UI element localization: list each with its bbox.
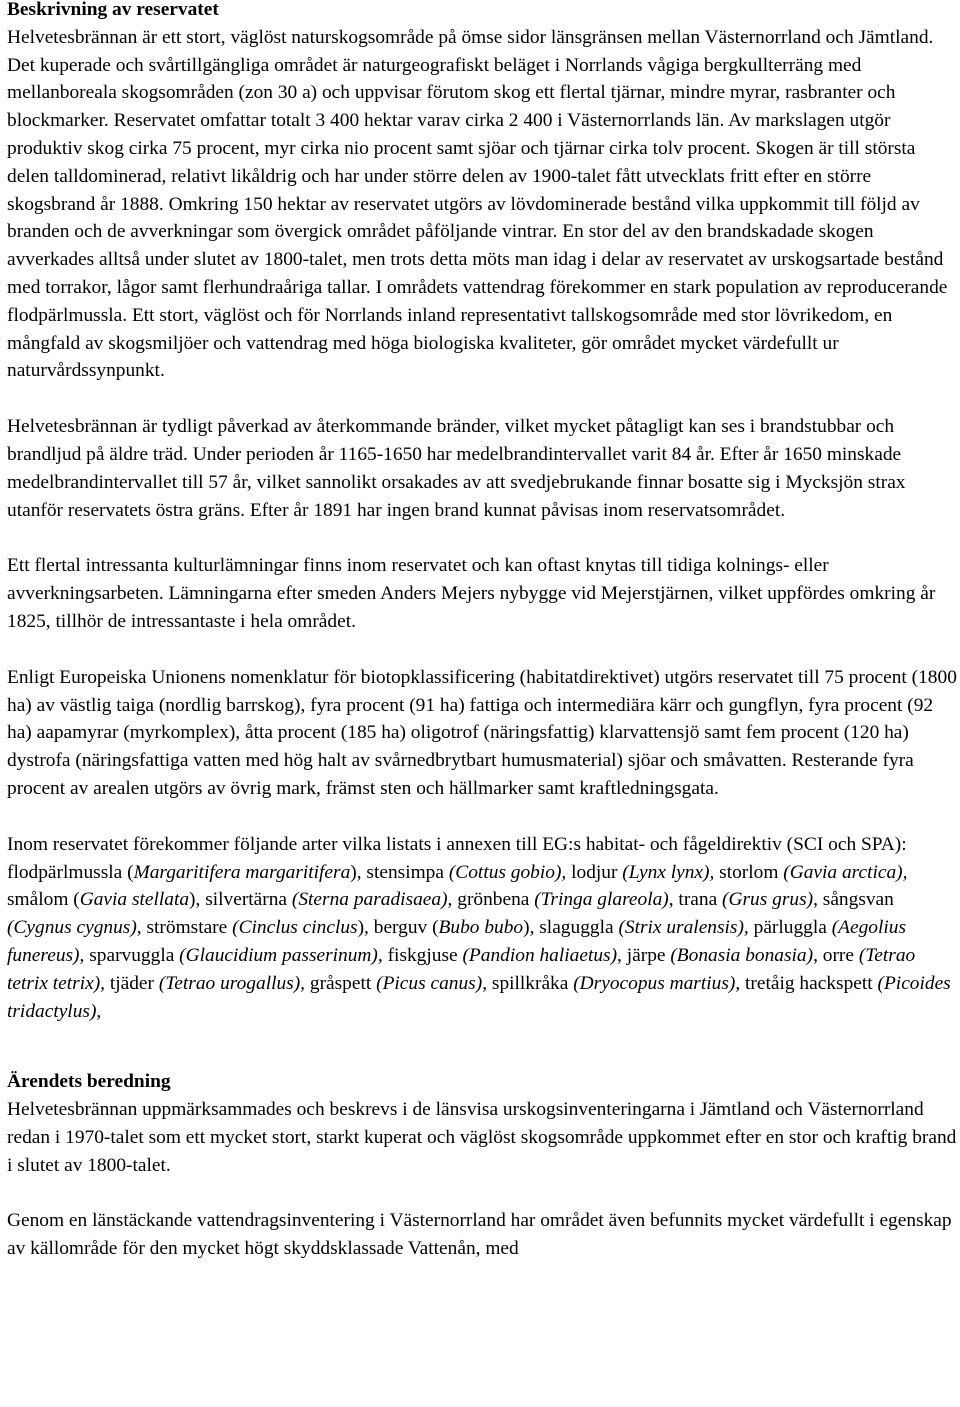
- paragraph-species-list: Inom reservatet förekommer följande arter vilka listats i annexen till EG:s habitat- och fågeldirektiv (SCI och SPA): flodpärlmussla (Margaritifera margaritifera), stensimpa (Cottus gobio), lodjur (Lynx lynx), storlom (Gavia arctica), smålom (Gavia stellata), silvertärna (Sterna paradisaea), grönbena (Tringa glareola), trana (Grus grus), sångsvan (Cygnus cygnus), strömstare (Cinclus cinclus), berguv (Bubo bubo), slaguggla (Strix uralensis), pärluggla (Aegolius funereus), sparvuggla (Glaucidium passerinum), fiskgjuse (Pandion haliaetus), järpe (Bonasia bonasia), orre (Tetrao tetrix tetrix), tjäder (Tetrao urogallus), gråspett (Picus canus), spillkråka (Dryocopus martius), tretåig hackspett (Picoides tridactylus),: [7, 833, 951, 1022]
- paragraph-habitat-classification: Enligt Europeiska Unionens nomenklatur för biotopklassificering (habitatdirektivet) utgörs reservatet till 75 procent (1800 ha) av västlig taiga (nordlig barrskog), fyra procent (91 ha) fattiga och intermediära kärr och gungflyn, fyra procent (92 ha) aapamyrar (myrkomplex), åtta procent (185 ha) oligotrof (näringsfattig) klarvattensjö samt fem procent (120 ha) dystrofa (näringsfattiga vatten med hög halt av svårnedbrytbart humusmaterial) sjöar och småvatten. Resterande fyra procent av arealen utgörs av övrig mark, främst sten och hällmarker samt kraftledningsgata.: [7, 666, 957, 799]
- paragraph-cultural-remains: Ett flertal intressanta kulturlämningar finns inom reservatet och kan oftast knytas till tidiga kolnings- eller avverkningsarbeten. Lämningarna efter smeden Anders Mejers nybygge vid Mejerstjärnen, vilket uppfördes omkring år 1825, tillhör de intressantaste i hela området.: [7, 555, 936, 632]
- section-heading-preparation: Ärendets beredning: [7, 1071, 171, 1093]
- paragraph-fire-history: Helvetesbrännan är tydligt påverkad av återkommande bränder, vilket mycket påtagligt kan ses i brandstubbar och brandljud på äldre träd. Under perioden år 1165-1650 har medelbrandintervallet varit 84 år. Efter år 1650 minskade medelbrandintervallet till 57 år, vilket sannolikt orsakades av att svedjebrukande finnar bosatte sig i Mycksjön strax utanför reservatets östra gräns. Efter år 1891 har ingen brand kunnat påvisas inom reservatsområdet.: [7, 416, 906, 521]
- section-heading-description: Beskrivning av reservatet: [7, 0, 219, 20]
- document-page: [7, 0, 957, 1291]
- paragraph-preparation-watercourse: Genom en länstäckande vattendragsinventering i Västernorrland har området även befunnits mycket värdefullt i egenskap av källområde för den mycket högt skyddsklassade Vattenån, med: [7, 1210, 952, 1260]
- paragraph-preparation-inventory: Helvetesbrännan uppmärksammades och beskrevs i de länsvisa urskogsinventeringarna i Jämtland och Västernorrland redan i 1970-talet som ett mycket stort, starkt kuperat och väglöst skogsområde uppkommet efter en stor och kraftig brand i slutet av 1800-talet.: [7, 1099, 957, 1176]
- paragraph-description: Helvetesbrännan är ett stort, väglöst naturskogsområde på ömse sidor länsgränsen mellan Västernorrland och Jämtland. Det kuperade och svårtillgängliga området är naturgeografiskt beläget i Norrlands vågiga bergkullterräng med mellanboreala skogsområden (zon 30 a) och uppvisar förutom skog ett flertal tjärnar, mindre myrar, rasbranter och blockmarker. Reservatet omfattar totalt 3 400 hektar varav cirka 2 400 i Västernorrlands län. Av markslagen utgör produktiv skog cirka 75 procent, myr cirka nio procent samt sjöar och tjärnar cirka tolv procent. Skogen är till största delen talldominerad, relativt likåldrig och har under större delen av 1900-talet fått utvecklats fritt efter en större skogsbrand år 1888. Omkring 150 hektar av reservatet utgörs av lövdominerade bestånd vilka uppkommit till följd av branden och de avverkningar som övergick området påföljande vintrar. En stor del av den brandskadade skogen avverkades alltså under slutet av 1800-talet, men trots detta möts man idag i delar av reservatet av urskogsartade bestånd med torrakor, lågor samt flerhundraåriga tallar. I områdets vattendrag förekommer en stark population av reproducerande flodpärlmussla. Ett stort, väglöst och för Norrlands inland representativt tallskogsområde med stor lövrikedom, en mångfald av skogsmiljöer och vattendrag med höga biologiska kvaliteter, gör området mycket värdefullt ur naturvårdssynpunkt.: [7, 26, 948, 382]
